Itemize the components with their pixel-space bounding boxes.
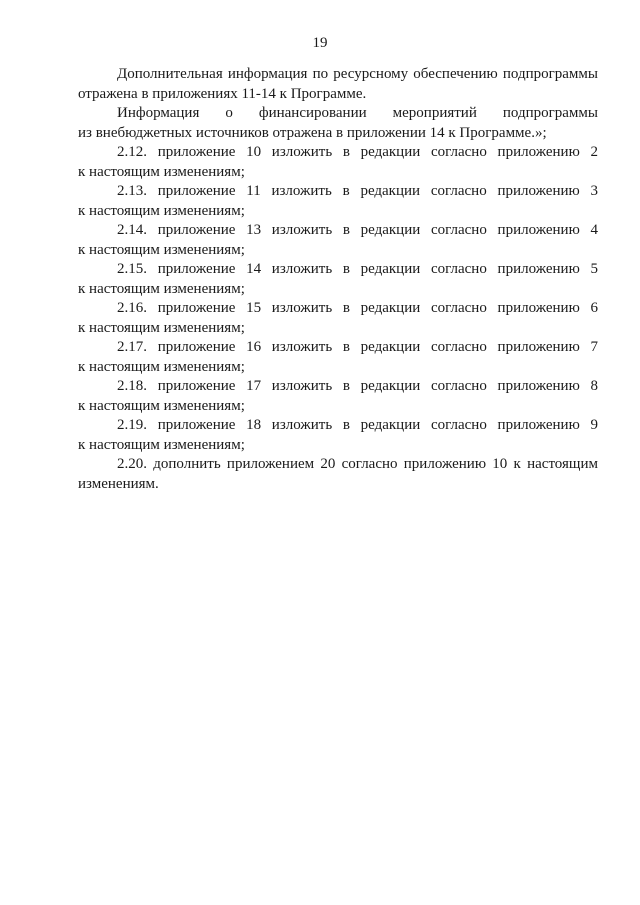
paragraph-line: к настоящим изменениям; [78, 241, 245, 258]
paragraph-line: к настоящим изменениям; [78, 436, 245, 453]
paragraph-line: из внебюджетных источников отражена в приложении 14 к Программе.»; [78, 124, 547, 141]
paragraph-item-2-17 [78, 338, 598, 377]
paragraph-line: к настоящим изменениям; [78, 319, 245, 336]
paragraph-resource-info [78, 65, 598, 104]
paragraph-line: к настоящим изменениям; [78, 280, 245, 297]
paragraph-line: 2.16. приложение 15 изложить в редакции согласно приложению 6 [117, 300, 598, 316]
paragraph-line: к настоящим изменениям; [78, 358, 245, 375]
page-number: 19 [312, 35, 328, 51]
paragraph-line: Дополнительная информация по ресурсному обеспечению подпрограммы [117, 66, 598, 82]
paragraph-item-2-14 [78, 221, 598, 260]
paragraph-line: 2.20. дополнить приложением 20 согласно приложению 10 к настоящим [117, 456, 598, 472]
paragraph-item-2-13 [78, 182, 598, 221]
paragraph-line: Информация о финансировании мероприятий подпрограммы [117, 105, 598, 121]
paragraph-item-2-18 [78, 377, 598, 416]
paragraph-line: изменениям. [78, 475, 159, 492]
document-body [78, 65, 598, 494]
paragraph-line: к настоящим изменениям; [78, 163, 245, 180]
paragraph-item-2-15 [78, 260, 598, 299]
paragraph-line: отражена в приложениях 11-14 к Программе. [78, 85, 367, 102]
paragraph-line: 2.19. приложение 18 изложить в редакции согласно приложению 9 [117, 417, 598, 433]
paragraph-line: 2.12. приложение 10 изложить в редакции согласно приложению 2 [117, 144, 598, 160]
paragraph-item-2-16 [78, 299, 598, 338]
paragraph-funding-info [78, 104, 598, 143]
paragraph-line: 2.18. приложение 17 изложить в редакции согласно приложению 8 [117, 378, 598, 394]
paragraph-line: 2.13. приложение 11 изложить в редакции согласно приложению 3 [117, 183, 598, 199]
paragraph-line: 2.14. приложение 13 изложить в редакции согласно приложению 4 [117, 222, 598, 238]
paragraph-line: 2.17. приложение 16 изложить в редакции согласно приложению 7 [117, 339, 598, 355]
paragraph-line: к настоящим изменениям; [78, 202, 245, 219]
paragraph-line: к настоящим изменениям; [78, 397, 245, 414]
paragraph-line: 2.15. приложение 14 изложить в редакции согласно приложению 5 [117, 261, 598, 277]
paragraph-item-2-19 [78, 416, 598, 455]
paragraph-item-2-20 [78, 455, 598, 494]
paragraph-item-2-12 [78, 143, 598, 182]
